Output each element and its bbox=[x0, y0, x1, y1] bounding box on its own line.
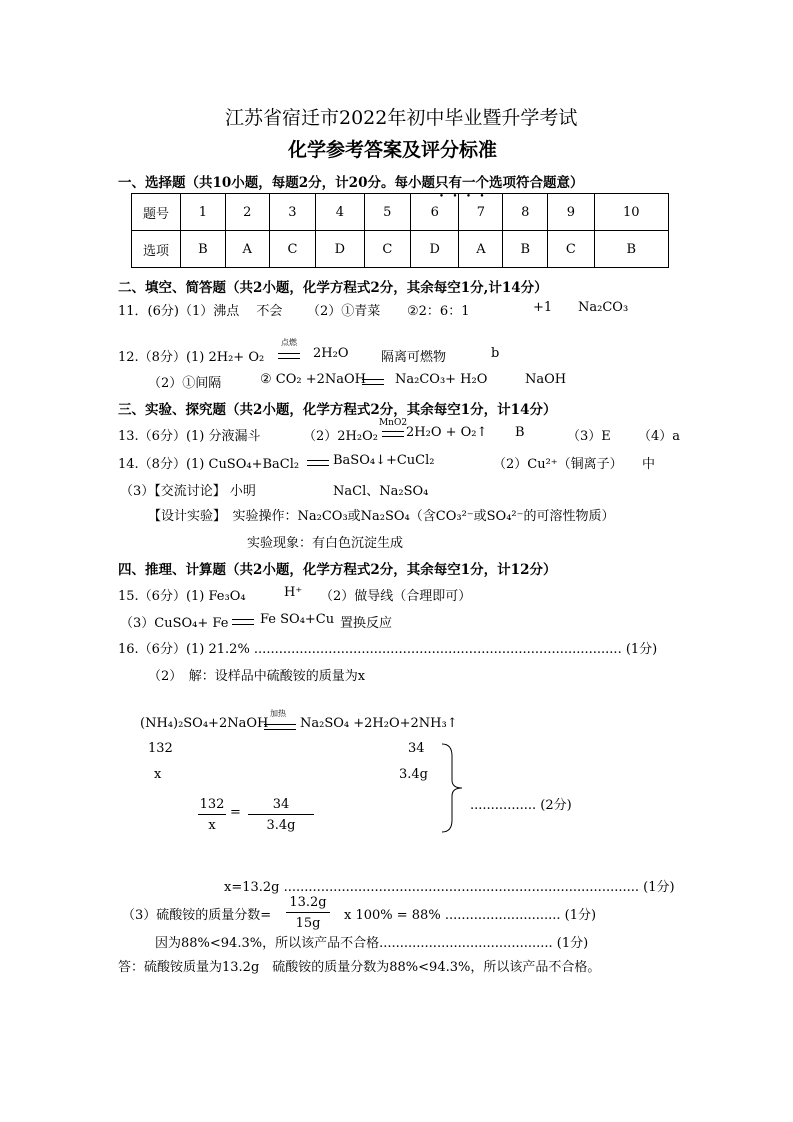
q12-part3: 隔离可燃物 bbox=[381, 350, 447, 365]
equals-sign-icon bbox=[232, 619, 254, 625]
q11-part2: （2）①青菜 bbox=[307, 304, 381, 319]
section4-heading: 四、推理、计算题（共2小题，化学方程式2分，其余每空1分，计12分） bbox=[118, 562, 557, 578]
q12-part8: NaOH bbox=[525, 372, 567, 387]
q12-part6: ② CO₂ +2NaOH bbox=[260, 372, 367, 387]
q15-part4: （3）CuSO₄+ Fe bbox=[120, 616, 229, 631]
equals-sign-icon bbox=[278, 353, 300, 359]
q13-condition: MnO2 bbox=[378, 418, 408, 428]
q15-part1: 15.（6分）(1) Fe₃O₄ bbox=[118, 589, 246, 604]
q14-part4: 中 bbox=[642, 457, 656, 472]
fraction-bar bbox=[286, 912, 330, 913]
fraction-bar bbox=[198, 814, 226, 815]
equals-sign-icon bbox=[264, 724, 296, 730]
q11-part5: Na₂CO₃ bbox=[578, 300, 629, 315]
q14-part5: （3）【交流讨论】 小明 bbox=[120, 484, 256, 499]
q12-part7: Na₂CO₃+ H₂O bbox=[395, 372, 488, 387]
q15-part5: Fe SO₄+Cu bbox=[260, 612, 335, 627]
q12-part5: （2）①间隔 bbox=[148, 376, 222, 391]
section1-heading-part: 选项符合题意） bbox=[488, 175, 584, 191]
table-cell: A bbox=[225, 231, 269, 268]
q14-part3: （2）Cu²⁺（铜离子） bbox=[493, 457, 623, 472]
q15-part6: 置换反应 bbox=[340, 616, 393, 631]
q16-part3-result: x 100% = 88% ............................ (1分) bbox=[344, 908, 597, 923]
q16-score-2: ................ (2分) bbox=[470, 798, 572, 813]
q16-mass-2: 34 bbox=[408, 741, 425, 756]
fraction-bar bbox=[248, 814, 314, 815]
table-cell: B bbox=[503, 231, 548, 268]
table-cell: 8 bbox=[503, 194, 548, 231]
fraction-numerator: 13.2g bbox=[289, 895, 327, 910]
q12-part4: b bbox=[491, 346, 500, 361]
q12-part1: 12.（8分）(1) 2H₂+ O₂ bbox=[118, 350, 265, 365]
q16-condition: 加热 bbox=[270, 709, 286, 718]
q13-part6: （4）a bbox=[638, 429, 681, 444]
q13-part2: （2）2H₂O₂ bbox=[303, 429, 378, 444]
equals-sign-icon bbox=[382, 431, 404, 437]
fraction-equals: = bbox=[230, 805, 241, 820]
table-cell: 1 bbox=[181, 194, 226, 231]
table-cell: D bbox=[410, 231, 458, 268]
fraction-numerator: 132 bbox=[199, 797, 225, 812]
q16-conclusion: 因为88%<94.3%，所以该产品不合格.......................................... (1分) bbox=[155, 936, 589, 951]
q13-part3: 2H₂O + O₂↑ bbox=[406, 425, 488, 440]
fraction-denominator: x bbox=[208, 818, 216, 833]
q16-equation-left: (NH₄)₂SO₄+2NaOH bbox=[140, 716, 269, 731]
q11-part3: ②2：6：1 bbox=[407, 304, 470, 319]
section3-heading: 三、实验、探究题（共2小题，化学方程式2分，其余每空1分，计14分） bbox=[118, 402, 557, 418]
table-row bbox=[132, 231, 669, 268]
q11-part4: +1 bbox=[533, 300, 553, 315]
section2-heading: 二、填空、简答题（共2小题，化学方程式2分，其余每空1分,计14分） bbox=[118, 280, 548, 296]
q14-part2: BaSO₄↓+CuCl₂ bbox=[333, 453, 435, 468]
q14-part8: 实验现象：有白色沉淀生成 bbox=[247, 536, 404, 551]
table-row bbox=[132, 194, 669, 231]
table-cell: 6 bbox=[410, 194, 458, 231]
table-cell: 7 bbox=[459, 194, 503, 231]
q16-mass-1: 132 bbox=[148, 741, 173, 756]
section1-heading-emphasis: 只有一个 bbox=[434, 175, 489, 191]
q16-var-2: 3.4g bbox=[399, 767, 428, 782]
q13-part5: （3）E bbox=[567, 429, 611, 444]
q16-var-1: x bbox=[154, 767, 162, 782]
q12-condition: 点燃 bbox=[281, 338, 297, 347]
table-row-label: 选项 bbox=[132, 231, 181, 268]
q13-part4: B bbox=[515, 425, 525, 440]
q13-part1: 13.（6分）(1) 分液漏斗 bbox=[118, 429, 261, 444]
table-row-label: 题号 bbox=[132, 194, 181, 231]
equals-sign-icon bbox=[307, 460, 329, 466]
table-cell: C bbox=[269, 231, 315, 268]
table-cell: 4 bbox=[316, 194, 364, 231]
table-cell: A bbox=[459, 231, 503, 268]
q16-part3-label: （3）硫酸铵的质量分数= bbox=[122, 908, 272, 923]
q15-part3: （2）做导线（合理即可） bbox=[320, 589, 472, 604]
section1-heading-part: 一、选择题（共10小题，每题2分，计20分。每小题 bbox=[118, 175, 435, 191]
table-cell: B bbox=[594, 231, 668, 268]
table-cell: C bbox=[548, 231, 594, 268]
q16-part2: （2） 解：设样品中硫酸铵的质量为x bbox=[148, 669, 366, 684]
document-title: 江苏省宿迁市2022年初中毕业暨升学考试 bbox=[225, 107, 578, 129]
fraction-denominator: 3.4g bbox=[266, 818, 296, 833]
table-cell: 3 bbox=[269, 194, 315, 231]
answer-table bbox=[131, 193, 669, 268]
q12-part2: 2H₂O bbox=[313, 346, 349, 361]
q15-part2: H⁺ bbox=[284, 585, 303, 600]
q11-part1: 11．(6分)（1）沸点 不会 bbox=[118, 304, 283, 319]
q16-result: x=13.2g ...................................................................................... (1分) bbox=[224, 880, 675, 895]
table-cell: B bbox=[181, 231, 226, 268]
q16-answer: 答：硫酸铵质量为13.2g 硫酸铵的质量分数为88%<94.3%，所以该产品不合格。 bbox=[118, 960, 601, 975]
q14-part1: 14.（8分）(1) CuSO₄+BaCl₂ bbox=[118, 457, 300, 472]
table-cell: 5 bbox=[364, 194, 410, 231]
fraction-numerator: 34 bbox=[272, 797, 290, 812]
table-cell: 10 bbox=[594, 194, 668, 231]
q14-part7: 【设计实验】 实验操作：Na₂CO₃或Na₂SO₄（含CO₃²⁻或SO₄²⁻的可溶性物质） bbox=[148, 509, 615, 524]
document-subtitle: 化学参考答案及评分标准 bbox=[288, 139, 498, 161]
fraction-denominator: 15g bbox=[295, 916, 321, 931]
right-brace-icon bbox=[440, 742, 464, 834]
table-cell: 9 bbox=[548, 194, 594, 231]
q16-part1: 16.（6分）(1) 21.2% ......................................................................................... (1分) bbox=[118, 642, 658, 657]
q16-equation-right: Na₂SO₄ +2H₂O+2NH₃↑ bbox=[300, 716, 458, 731]
table-cell: C bbox=[364, 231, 410, 268]
q14-part6: NaCl、Na₂SO₄ bbox=[333, 484, 429, 499]
equals-sign-icon bbox=[362, 379, 384, 385]
table-cell: D bbox=[316, 231, 364, 268]
table-cell: 2 bbox=[225, 194, 269, 231]
